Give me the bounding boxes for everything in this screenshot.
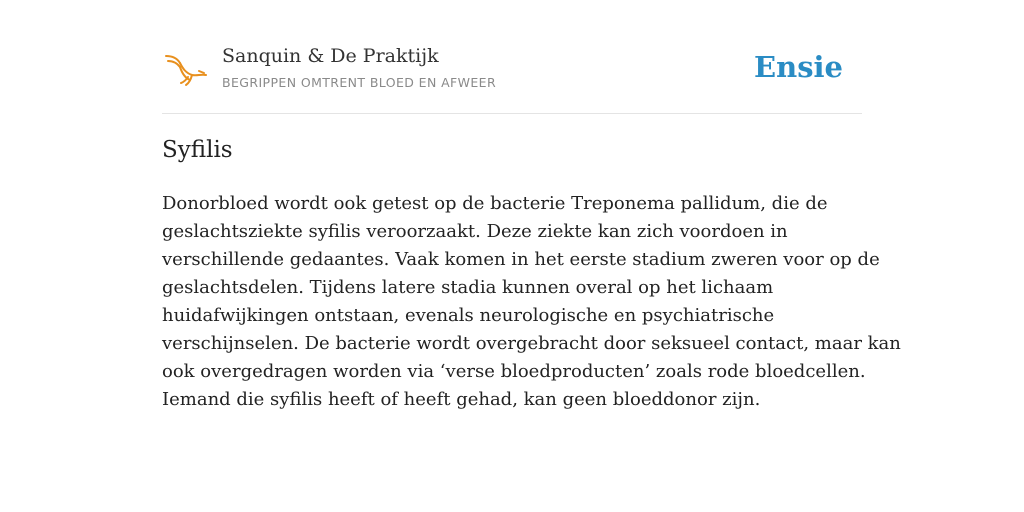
- article-title: Syfilis: [162, 137, 233, 163]
- article-line: verschillende gedaantes. Vaak komen in het eerste stadium zweren voor op de: [162, 249, 880, 270]
- article-line: ook overgedragen worden via ‘verse bloedproducten’ zoals rode bloedcellen.: [162, 361, 866, 382]
- site-title[interactable]: Sanquin & De Praktijk: [222, 45, 439, 67]
- article-line: Iemand die syfilis heeft of heeft gehad, kan geen bloeddonor zijn.: [162, 389, 761, 410]
- article-line: Donorbloed wordt ook getest op de bacterie Treponema pallidum, die de: [162, 193, 828, 214]
- article-line: geslachtsziekte syfilis veroorzaakt. Deze ziekte kan zich voordoen in: [162, 221, 788, 242]
- brand-logo[interactable]: Ensie: [754, 50, 843, 84]
- bird-logo-icon[interactable]: [164, 52, 208, 88]
- article-line: huidafwijkingen ontstaan, evenals neurologische en psychiatrische: [162, 305, 775, 326]
- article-line: verschijnselen. De bacterie wordt overgebracht door seksueel contact, maar kan: [162, 333, 901, 354]
- site-subtitle: BEGRIPPEN OMTRENT BLOED EN AFWEER: [222, 75, 497, 90]
- article-line: geslachtsdelen. Tijdens latere stadia kunnen overal op het lichaam: [162, 277, 774, 298]
- site-header: [162, 0, 862, 114]
- article-body: [162, 190, 901, 414]
